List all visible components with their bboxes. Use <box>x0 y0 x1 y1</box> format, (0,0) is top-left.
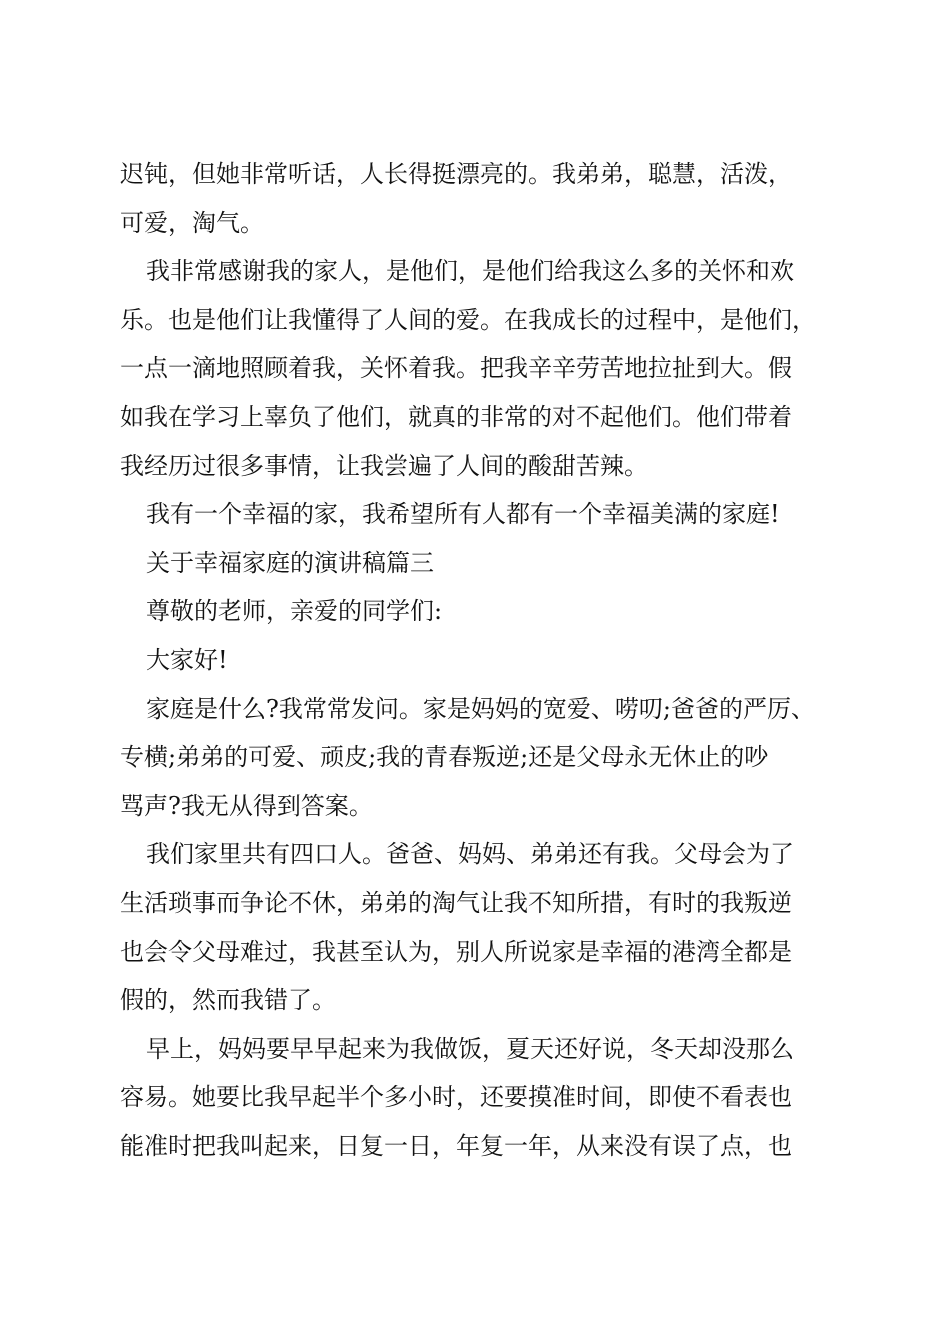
text-line: 也会令父母难过，我甚至认为，别人所说家是幸福的港湾全都是 <box>120 937 792 966</box>
text-line: 生活琐事而争论不休，弟弟的淘气让我不知所措，有时的我叛逆 <box>120 888 792 917</box>
text-line: 假的，然而我错了。 <box>120 986 336 1015</box>
text-line: 骂声?我无从得到答案。 <box>120 791 373 820</box>
greeting: 大家好! <box>146 645 228 674</box>
text-line: 家庭是什么?我常常发问。家是妈妈的宽爱、唠叨;爸爸的严厉、 <box>146 694 815 723</box>
text-line: 一点一滴地照顾着我，关怀着我。把我辛辛劳苦地拉扯到大。假 <box>120 354 792 383</box>
text-line: 可爱，淘气。 <box>120 208 264 237</box>
text-line: 乐。也是他们让我懂得了人间的爱。在我成长的过程中，是他们， <box>120 305 816 334</box>
text-line: 能准时把我叫起来，日复一日，年复一年，从来没有误了点，也 <box>120 1131 792 1160</box>
text-line: 容易。她要比我早起半个多小时，还要摸准时间，即使不看表也 <box>120 1083 792 1112</box>
text-line: 早上，妈妈要早早起来为我做饭，夏天还好说，冬天却没那么 <box>146 1034 794 1063</box>
text-line: 迟钝，但她非常听话，人长得挺漂亮的。我弟弟，聪慧，活泼， <box>120 160 792 188</box>
text-line: 我们家里共有四口人。爸爸、妈妈、弟弟还有我。父母会为了 <box>146 840 794 869</box>
text-line: 我有一个幸福的家，我希望所有人都有一个幸福美满的家庭! <box>146 500 780 529</box>
document-body <box>120 150 840 1170</box>
salutation: 尊敬的老师，亲爱的同学们: <box>146 597 443 626</box>
section-heading: 关于幸福家庭的演讲稿篇三 <box>146 548 434 577</box>
text-line: 我经历过很多事情，让我尝遍了人间的酸甜苦辣。 <box>120 451 648 480</box>
text-line: 我非常感谢我的家人，是他们，是他们给我这么多的关怀和欢 <box>146 257 794 286</box>
text-line: 如我在学习上辜负了他们，就真的非常的对不起他们。他们带着 <box>120 402 792 431</box>
text-line: 专横;弟弟的可爱、顽皮;我的青春叛逆;还是父母永无休止的吵 <box>120 743 769 772</box>
